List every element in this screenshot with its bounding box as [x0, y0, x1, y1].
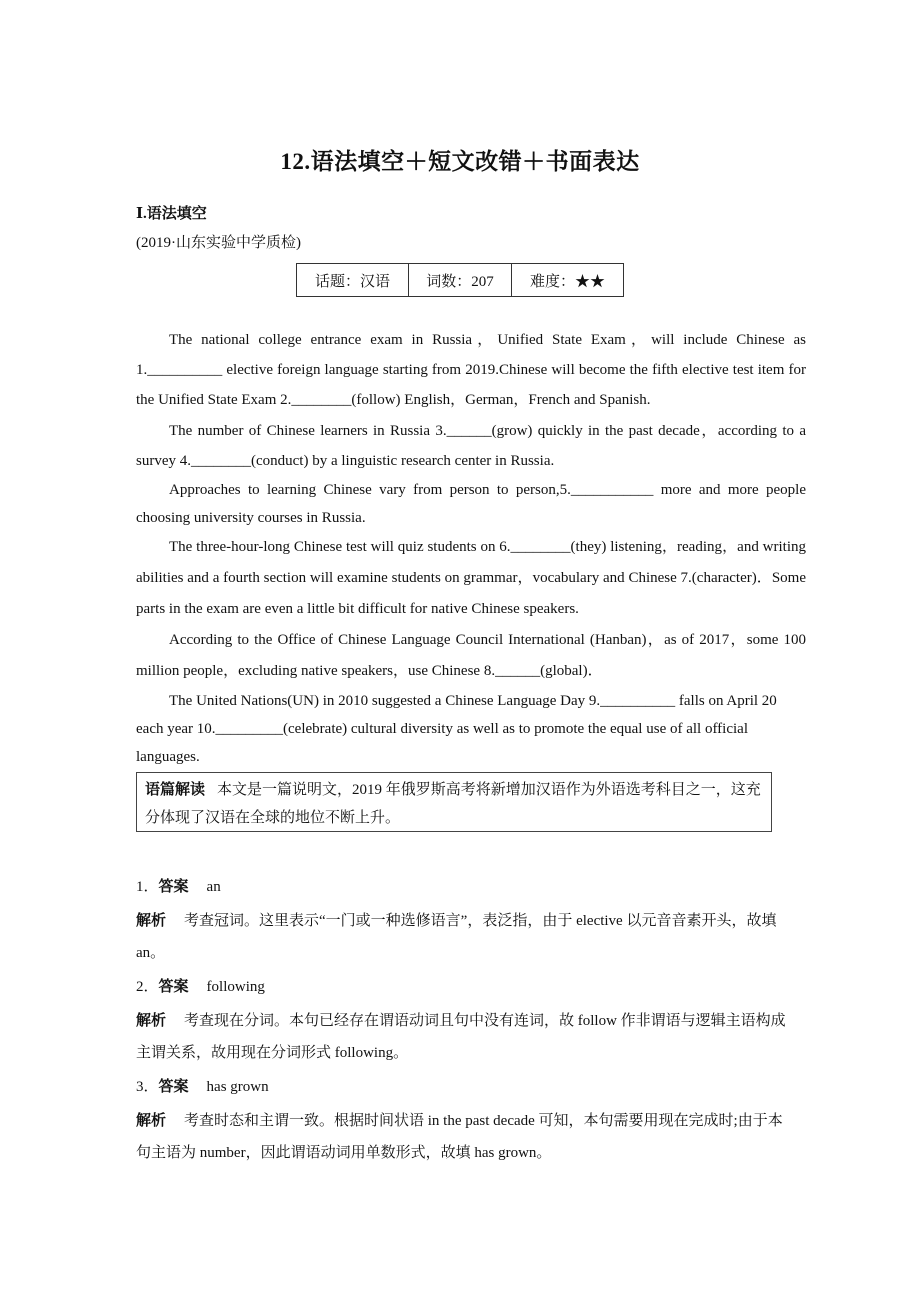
answer-value: following — [206, 979, 265, 995]
answer-line-1 — [136, 873, 786, 905]
answer-label: 答案 — [158, 979, 189, 995]
difficulty-cell: 难度：★★ — [512, 264, 624, 297]
analysis-label: 解析 — [136, 1113, 167, 1129]
passage-paragraph: The United Nations(UN) in 2010 suggested a Chinese Language Day 9.__________ falls on April 20 each year 10._________(celebrate) cultural diversity as well as to promote the equal use of all official languages. — [136, 693, 777, 765]
answer-number: 2． — [136, 979, 159, 995]
info-table — [296, 263, 624, 297]
answer-section — [136, 873, 786, 1169]
analysis-text: 考查现在分词。本句已经存在谓语动词且句中没有连词，故 follow 作非谓语与逻辑主语构成主谓关系，故用现在分词形式 following。 — [136, 1013, 786, 1061]
reading-note-label: 语篇解读 — [145, 782, 206, 798]
reading-note-text: 本文是一篇说明文，2019 年俄罗斯高考将新增加汉语作为外语选考科目之一，这充分体现了汉语在全球的地位不断上升。 — [145, 782, 761, 826]
answer-value: an — [206, 879, 221, 895]
passage-paragraph: Approaches to learning Chinese vary from person to person,5.___________ more and more people choosing university courses in Russia. — [136, 482, 806, 526]
word-count-cell: 词数：207 — [409, 264, 512, 297]
answer-number: 1． — [136, 879, 159, 895]
source-note: (2019·山东实验中学质检) — [136, 235, 301, 251]
passage-paragraph: The national college entrance exam in Russia，Unified State Exam，will include Chinese as 1.__________ elective foreign language starting from 2019.Chinese will become the fifth elective test item for the Unified State Exam 2.________(follow) English，German，French and Spanish. — [136, 332, 806, 408]
reading-note-box — [136, 772, 772, 832]
passage-paragraph: The number of Chinese learners in Russia 3.______(grow) quickly in the past decade，according to a survey 4.________(conduct) by a linguistic research center in Russia. — [136, 423, 806, 469]
answer-value: has grown — [206, 1079, 269, 1095]
analysis-2 — [136, 1005, 786, 1069]
analysis-label: 解析 — [136, 913, 167, 929]
page-title: 12.语法填空＋短文改错＋书面表达 — [280, 149, 640, 174]
answer-number: 3． — [136, 1079, 159, 1095]
answer-line-2 — [136, 973, 786, 1005]
passage-paragraph: The three-hour-long Chinese test will quiz students on 6.________(they) listening，reading，and writing abilities and a fourth section will examine students on grammar，vocabulary and Chinese 7.(character)．Some parts in the exam are even a little bit difficult for native Chinese speakers. — [136, 539, 806, 617]
analysis-1 — [136, 905, 786, 969]
analysis-text: 考查冠词。这里表示“一门或一种选修语言”，表泛指，由于 elective 以元音音素开头，故填 an。 — [136, 913, 777, 961]
topic-cell: 话题：汉语 — [297, 264, 409, 297]
analysis-text: 考查时态和主谓一致。根据时间状语 in the past decade 可知，本句需要用现在完成时;由于本句主语为 number，因此谓语动词用单数形式，故填 has grown。 — [136, 1113, 783, 1161]
answer-label: 答案 — [158, 1079, 189, 1095]
passage — [136, 325, 806, 774]
section-heading: Ⅰ.语法填空 — [136, 206, 207, 222]
analysis-3 — [136, 1105, 786, 1169]
answer-label: 答案 — [158, 879, 189, 895]
analysis-label: 解析 — [136, 1013, 167, 1029]
answer-line-3 — [136, 1073, 786, 1105]
passage-paragraph: According to the Office of Chinese Language Council International (Hanban)，as of 2017，some 100 million people，excluding native speakers，use Chinese 8.______(global)． — [136, 632, 806, 679]
